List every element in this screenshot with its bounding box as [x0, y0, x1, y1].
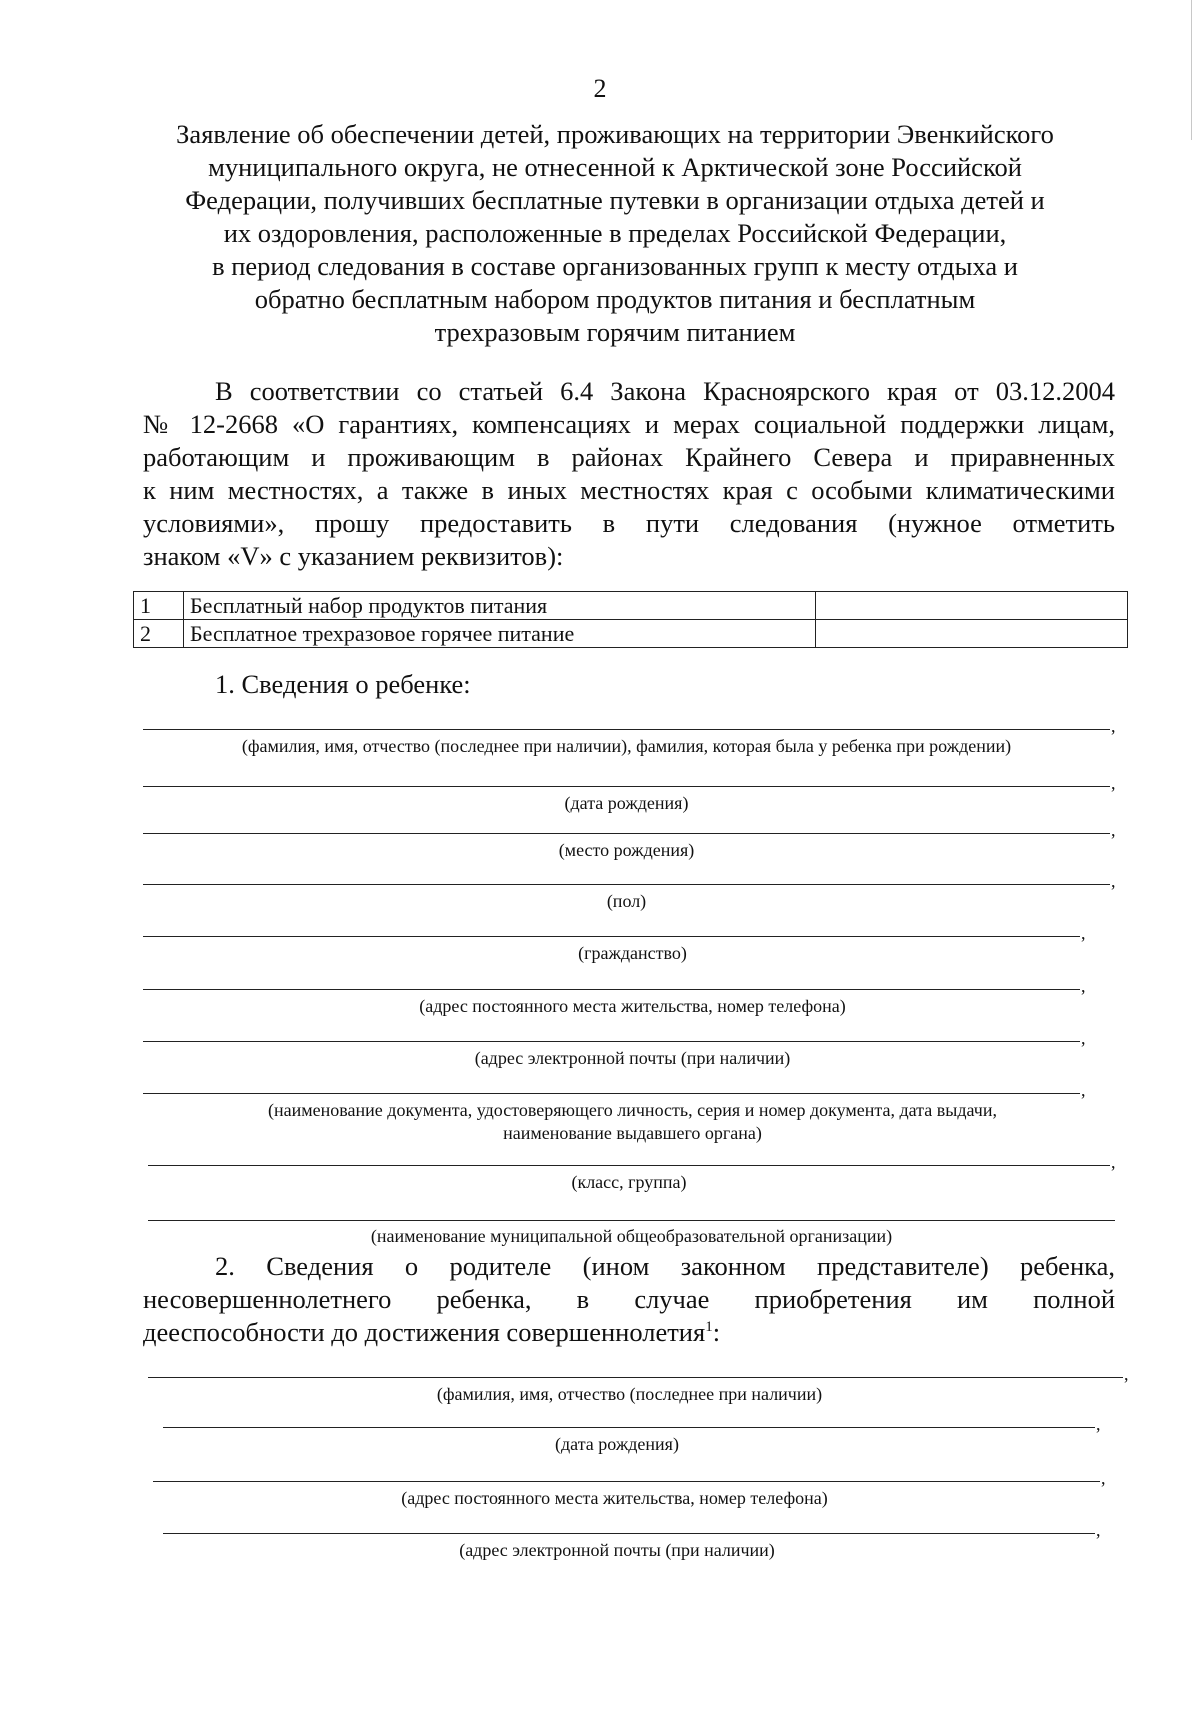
intro-line: № 12-2668 «О гарантиях, компенсациях и мерах социальной поддержки лицам,: [143, 409, 1115, 439]
title-line: муниципального округа, не отнесенной к Арктической зоне Российской: [208, 152, 1022, 182]
title-line: трехразовым горячим питанием: [434, 317, 796, 347]
comma: ,: [1081, 1080, 1086, 1100]
fill-line: [163, 1533, 1095, 1534]
field-caption: (гражданство): [578, 943, 687, 963]
field-caption: (адрес постоянного места жительства, номер телефона): [401, 1488, 828, 1508]
comma: ,: [1096, 1414, 1101, 1434]
field-caption: (адрес постоянного места жительства, номер телефона): [419, 996, 846, 1016]
fill-line: [148, 1165, 1110, 1166]
field-caption: (класс, группа): [571, 1172, 687, 1192]
intro-line: В соответствии со статьей 6.4 Закона Красноярского края от 03.12.2004: [215, 376, 1115, 406]
section2-heading-line: 2. Сведения о родителе (ином законном представителе) ребенка,: [215, 1251, 1115, 1281]
child-school-field[interactable]: [148, 1220, 1115, 1250]
field-caption: наименование выдавшего органа): [503, 1123, 762, 1143]
option-row: [134, 592, 1128, 620]
comma: ,: [1111, 871, 1116, 891]
title-line: их оздоровления, расположенные в пределах Российской Федерации,: [223, 218, 1007, 248]
parent-email-field[interactable]: [163, 1520, 1101, 1563]
child-name-field[interactable]: [143, 716, 1116, 759]
option-mark-cell[interactable]: [816, 620, 1128, 648]
child-birthplace-field[interactable]: [143, 820, 1116, 863]
fill-line: [143, 786, 1110, 787]
section2-heading: [143, 1250, 1115, 1349]
fill-line: [153, 1481, 1100, 1482]
field-caption: (пол): [606, 891, 647, 911]
comma: ,: [1111, 773, 1116, 793]
fill-line: [163, 1427, 1095, 1428]
child-birthdate-field[interactable]: [143, 773, 1116, 816]
option-number: 1: [134, 592, 184, 620]
intro-paragraph: [143, 375, 1115, 573]
comma: ,: [1111, 716, 1116, 736]
option-label: Бесплатный набор продуктов питания: [184, 592, 816, 620]
field-caption: (фамилия, имя, отчество (последнее при наличии), фамилия, которая была у ребенка при рождении): [241, 736, 1012, 756]
fill-line: [143, 936, 1080, 937]
title-line: в период следования в составе организованных групп к месту отдыха и: [212, 251, 1018, 281]
field-caption: (место рождения): [558, 840, 695, 860]
fill-line: [143, 1093, 1080, 1094]
title-line: Заявление об обеспечении детей, проживающих на территории Эвенкийского: [176, 119, 1054, 149]
scan-edge-line: [1191, 0, 1192, 140]
comma: ,: [1081, 1028, 1086, 1048]
section2-heading-line: [143, 1316, 1115, 1349]
field-caption: (наименование муниципальной общеобразовательной организации): [370, 1226, 893, 1246]
field-caption: (адрес электронной почты (при наличии): [474, 1048, 791, 1068]
child-citizenship-field[interactable]: [143, 923, 1086, 966]
section1-heading: 1. Сведения о ребенке:: [215, 669, 471, 699]
page-number: 2: [593, 74, 607, 103]
fill-line: [143, 729, 1110, 730]
child-email-field[interactable]: [143, 1028, 1086, 1071]
child-sex-field[interactable]: [143, 871, 1116, 914]
comma: ,: [1096, 1520, 1101, 1540]
parent-name-field[interactable]: [148, 1364, 1129, 1407]
child-address-field[interactable]: [143, 976, 1086, 1019]
document-title: [120, 118, 1110, 349]
intro-line: знаком «V» с указанием реквизитов):: [143, 541, 564, 571]
comma: ,: [1124, 1364, 1129, 1384]
option-number: 2: [134, 620, 184, 648]
section2-heading-text: дееспособности до достижения совершеннолетия: [143, 1317, 706, 1347]
title-line: обратно бесплатным набором продуктов питания и бесплатным: [254, 284, 976, 314]
child-class-field[interactable]: [148, 1152, 1116, 1195]
fill-line: [143, 884, 1110, 885]
parent-birthdate-field[interactable]: [163, 1414, 1101, 1457]
section2-heading-line: несовершеннолетнего ребенка, в случае приобретения им полной: [143, 1284, 1115, 1314]
option-label: Бесплатное трехразовое горячее питание: [184, 620, 816, 648]
fill-line: [143, 833, 1110, 834]
title-line: Федерации, получивших бесплатные путевки в организации отдыха детей и: [185, 185, 1045, 215]
heading-colon: :: [712, 1317, 721, 1347]
comma: ,: [1101, 1468, 1106, 1488]
field-caption: (дата рождения): [564, 793, 689, 813]
options-table: [133, 591, 1128, 648]
comma: ,: [1081, 923, 1086, 943]
intro-line: работающим и проживающим в районах Крайнего Севера и приравненных: [143, 442, 1115, 472]
field-caption: (дата рождения): [555, 1434, 679, 1454]
intro-line: к ним местностях, а также в иных местностях края с особыми климатическими: [143, 475, 1115, 505]
field-caption: (адрес электронной почты (при наличии): [459, 1540, 775, 1560]
option-row: [134, 620, 1128, 648]
comma: ,: [1111, 820, 1116, 840]
field-caption: (фамилия, имя, отчество (последнее при наличии): [436, 1384, 823, 1404]
parent-address-field[interactable]: [153, 1468, 1106, 1511]
fill-line: [143, 1041, 1080, 1042]
child-id-document-field[interactable]: [143, 1080, 1086, 1143]
comma: ,: [1111, 1152, 1116, 1172]
fill-line: [143, 989, 1080, 990]
fill-line: [148, 1220, 1115, 1221]
intro-line: условиями», прошу предоставить в пути следования (нужное отметить: [143, 508, 1115, 538]
footnote-mark: 1: [705, 1319, 713, 1336]
fill-line: [148, 1377, 1123, 1378]
comma: ,: [1081, 976, 1086, 996]
option-mark-cell[interactable]: [816, 592, 1128, 620]
field-caption: (наименование документа, удостоверяющего личность, серия и номер документа, дата выдачи,: [268, 1100, 997, 1120]
